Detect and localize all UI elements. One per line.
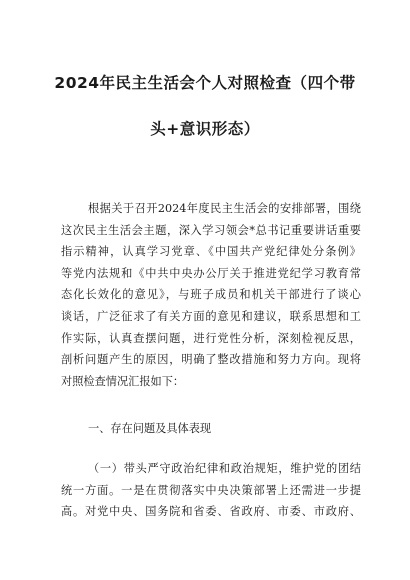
paragraph-line: （一）带头严守政治纪律和政治规矩，维护党的团结	[88, 462, 361, 475]
paragraph-line: 等党内法规和《中共中央办公厅关于推进党纪学习教育常	[61, 266, 361, 280]
document-title-line-2: 头+意识形态）	[150, 120, 260, 138]
paragraph-line: 作实际，认真查摆问题，进行党性分析，深刻检视反思，	[61, 331, 361, 345]
paragraph-line: 谈话，广泛征求了有关方面的意见和建议，联系思想和工	[61, 309, 361, 323]
subsection-paragraph	[61, 458, 361, 523]
paragraph-line: 根据关于召开2024年度民主生活会的安排部署，围绕	[88, 202, 361, 215]
paragraph-line: 指示精神，认真学习党章、《中国共产党纪律处分条例》	[61, 245, 361, 259]
paragraph-line: 高。对党中央、国务院和省委、省政府、市委、市政府、	[61, 505, 361, 519]
paragraph-line: 态化长效化的意见》，与班子成员和机关干部进行了谈心	[61, 288, 361, 302]
paragraph-line: 统一方面。一是在贯彻落实中央决策部署上还需进一步提	[61, 483, 361, 497]
paragraph-line: 对照检查情况汇报如下：	[61, 374, 185, 388]
paragraph-line: 剖析问题产生的原因，明确了整改措施和努力方向。现将	[61, 353, 361, 367]
document-title-line-1: 2024年民主生活会个人对照检查（四个带	[54, 74, 356, 92]
intro-paragraph	[61, 198, 361, 392]
section-heading: 一、存在问题及具体表现	[88, 422, 212, 435]
paragraph-line: 这次民主生活会主题，深入学习领会*总书记重要讲话重要	[61, 223, 361, 237]
